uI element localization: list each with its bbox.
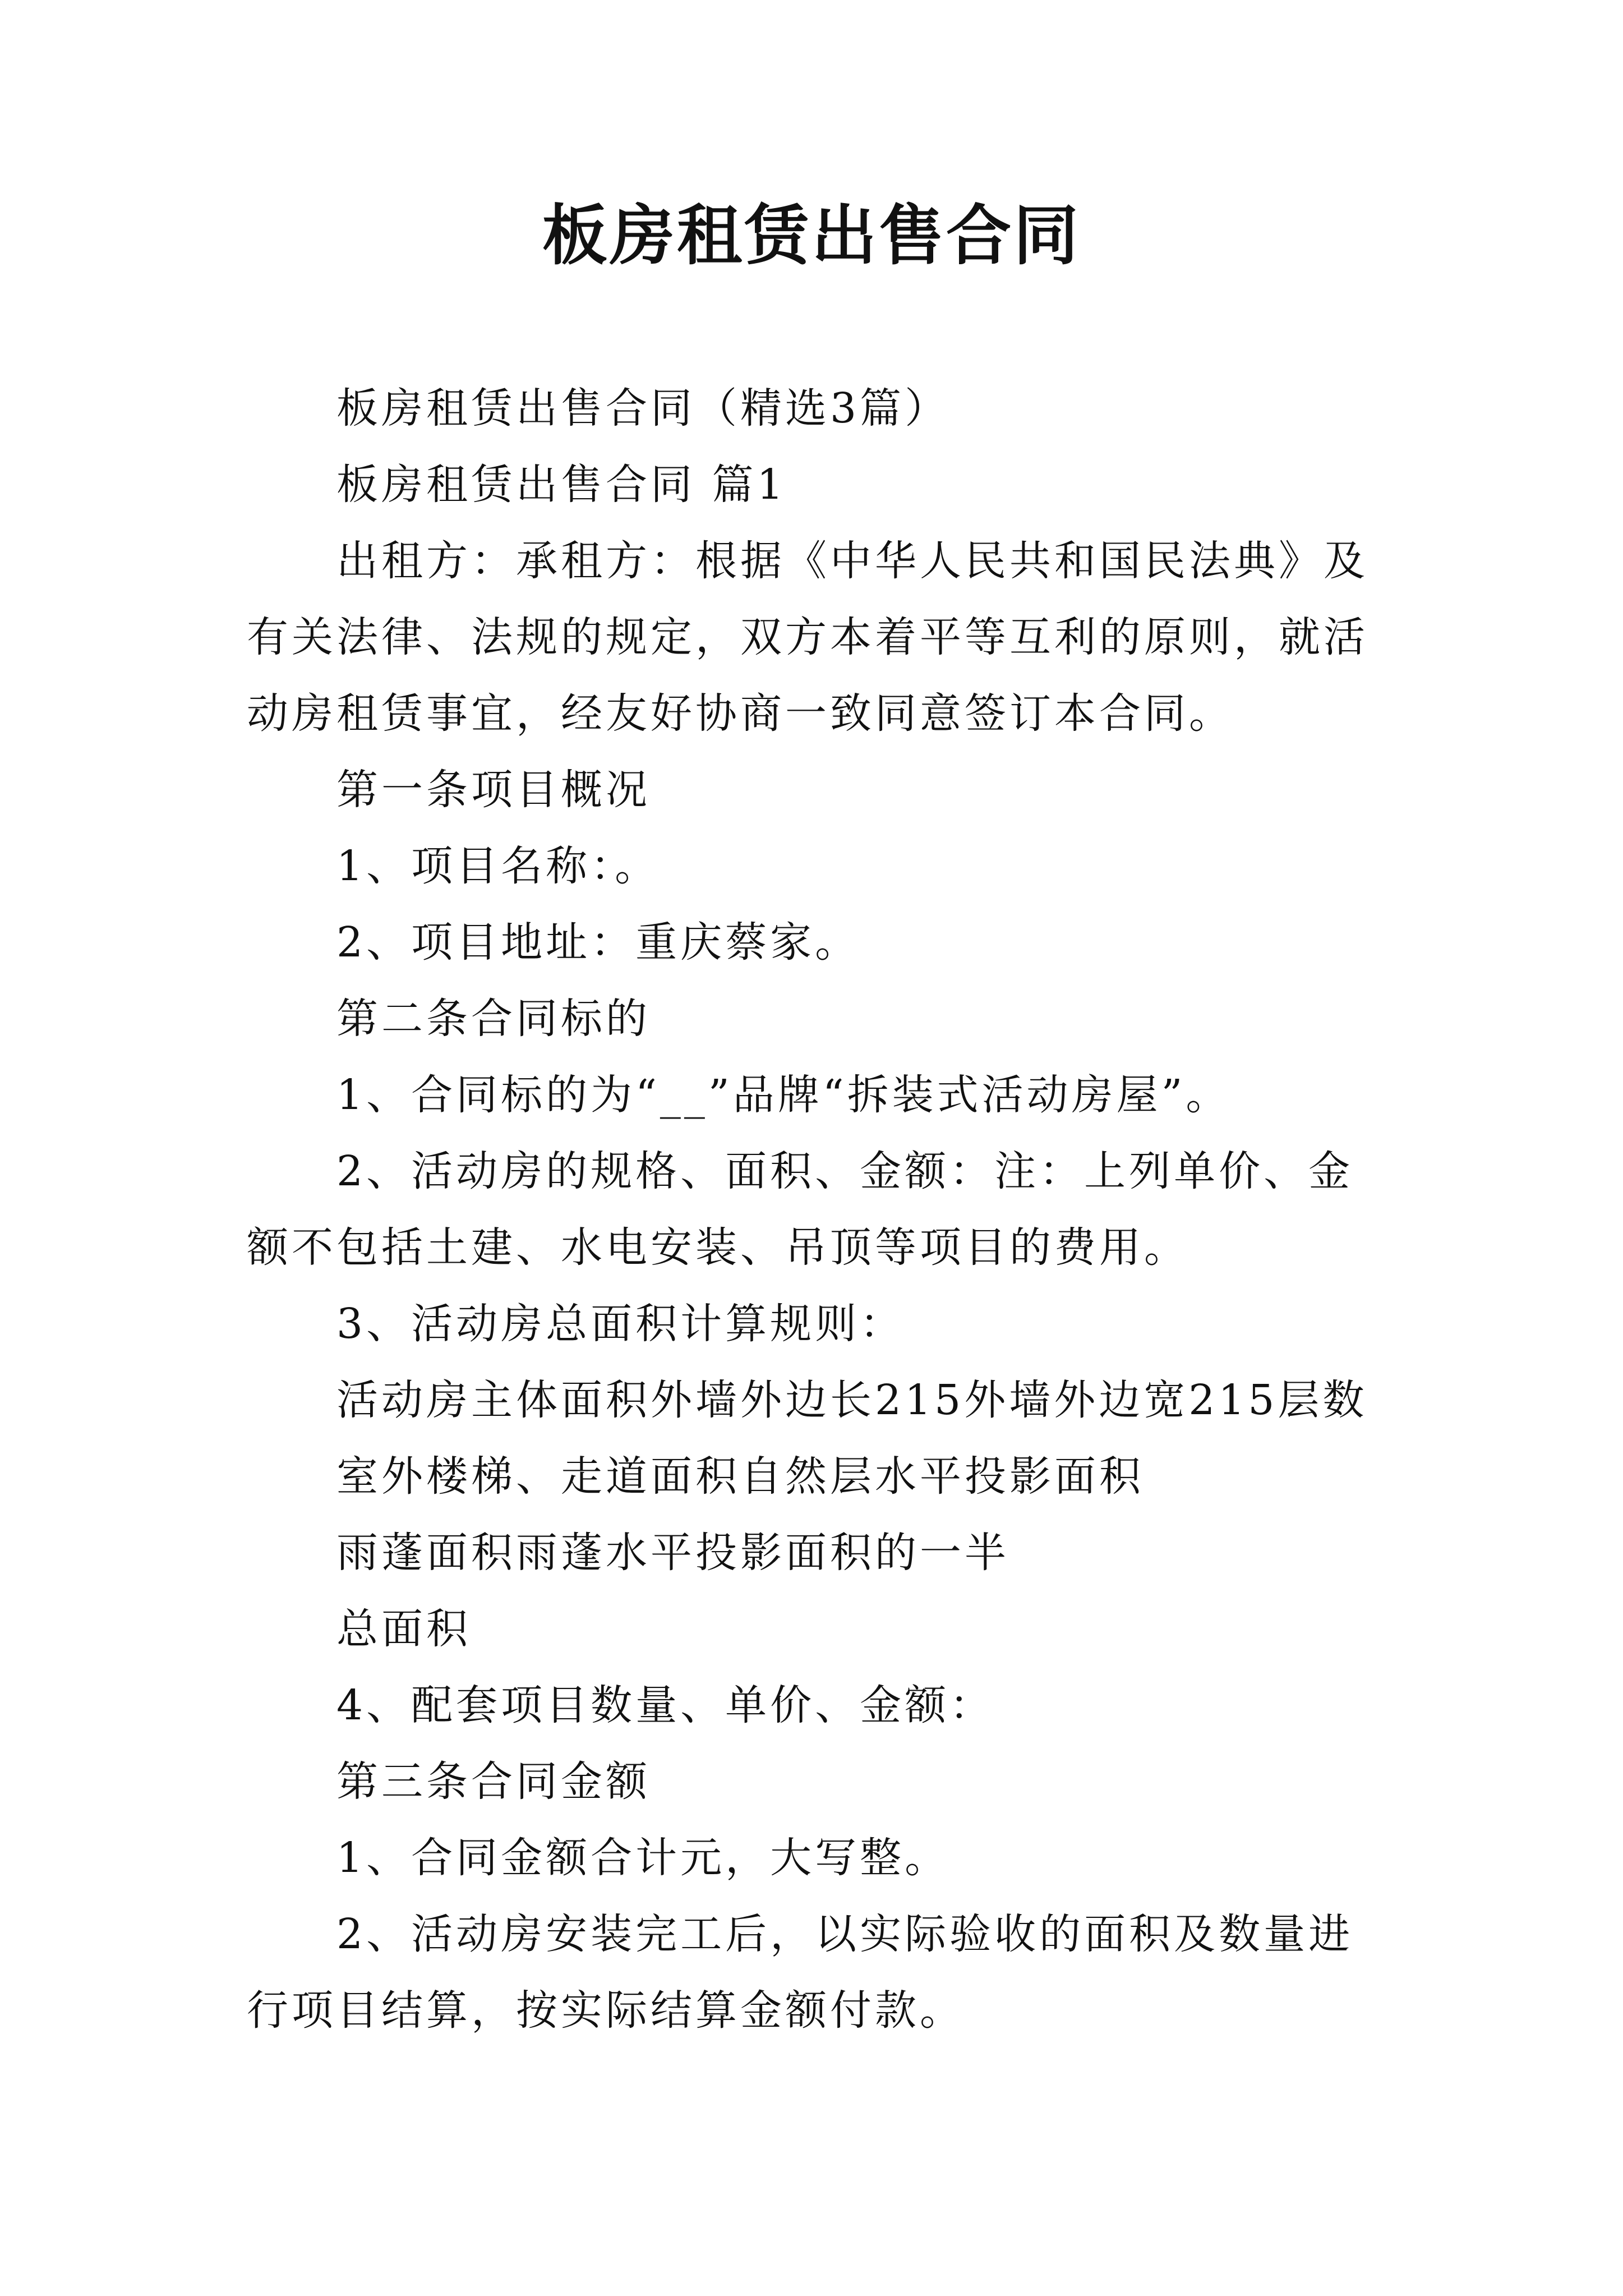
document-title: 板房租赁出售合同 xyxy=(542,197,1081,274)
paragraph: 2、活动房安装完工后，以实际验收的面积及数量进行项目结算，按实际结算金额付款。 xyxy=(247,1910,1354,2035)
paragraph: 活动房主体面积外墙外边长215外墙外边宽215层数 xyxy=(336,1376,1368,1424)
paragraph: 出租方：承租方：根据《中华人民共和国民法典》及有关法律、法规的规定，双方本着平等互利的原则，就活动房租赁事宜，经友好协商一致同意签订本合同。 xyxy=(247,537,1368,738)
paragraph: 雨蓬面积雨蓬水平投影面积的一半 xyxy=(336,1529,1009,1577)
paragraph: 1、项目名称：。 xyxy=(336,842,660,890)
paragraph: 板房租赁出售合同（精选3篇） xyxy=(336,384,950,432)
paragraph: 1、合同金额合计元，大写整。 xyxy=(336,1834,950,1882)
paragraph: 第二条合同标的 xyxy=(336,995,651,1043)
paragraph: 板房租赁出售合同 篇1 xyxy=(336,461,787,509)
paragraph: 1、合同标的为“__”品牌“拆装式活动房屋”。 xyxy=(336,1071,1231,1119)
paragraph: 总面积 xyxy=(336,1605,471,1653)
paragraph: 第三条合同金额 xyxy=(336,1757,651,1806)
paragraph: 2、项目地址：重庆蔡家。 xyxy=(336,918,860,967)
document-body xyxy=(247,370,1385,2049)
paragraph: 室外楼梯、走道面积自然层水平投影面积 xyxy=(336,1452,1144,1501)
paragraph: 第一条项目概况 xyxy=(336,766,651,814)
paragraph: 3、活动房总面积计算规则： xyxy=(336,1300,905,1348)
paragraph: 2、活动房的规格、面积、金额：注：上列单价、金额不包括土建、水电安装、吊顶等项目的费用。 xyxy=(247,1147,1354,1272)
paragraph: 4、配套项目数量、单价、金额： xyxy=(336,1681,995,1729)
